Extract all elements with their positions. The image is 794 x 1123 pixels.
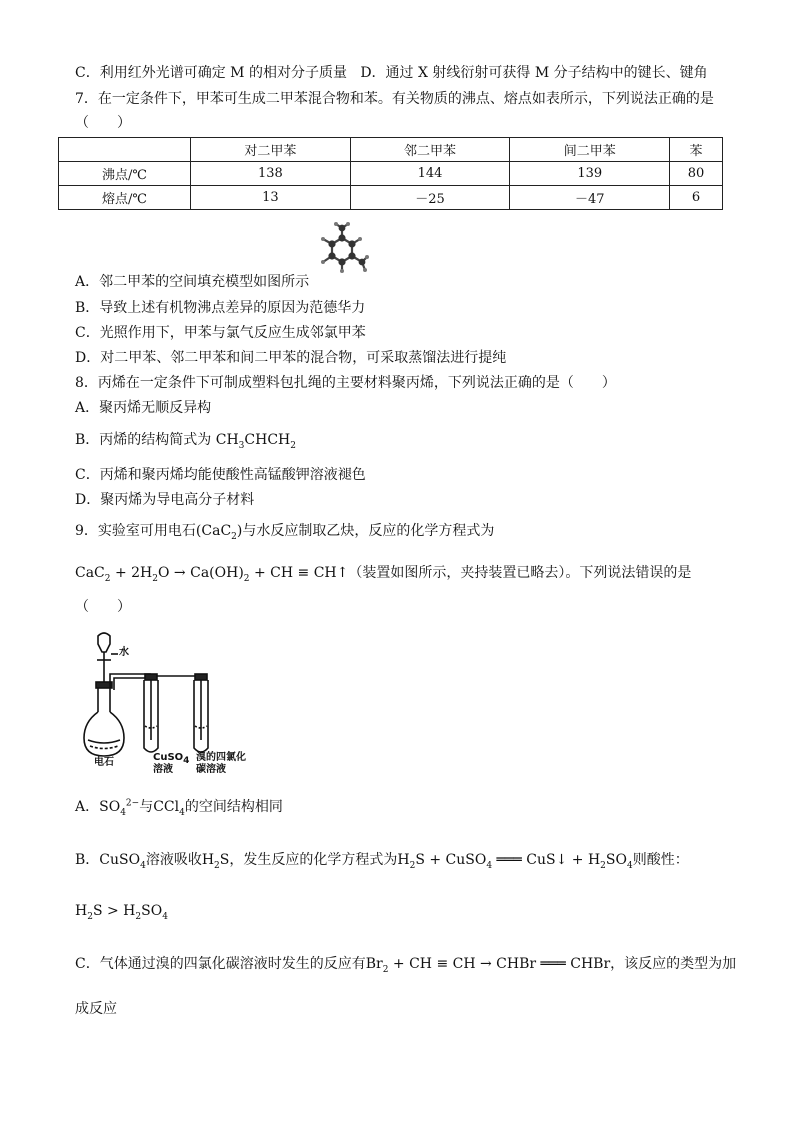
q8-option-b-text: B．丙烯的结构简式为 (75, 432, 216, 448)
apparatus-label-cuso4-line2: 溶液 (153, 764, 173, 775)
apparatus-label-water: 水 (119, 647, 129, 658)
q7-option-a: A．邻二甲苯的空间填充模型如图所示 (75, 274, 310, 290)
table-cell: 沸点/℃ (59, 162, 191, 186)
apparatus-label-bromine-line1: 溴的四氯化 (196, 752, 246, 763)
q6-options-cd (75, 63, 708, 83)
table-cell: 对二甲苯 (191, 138, 351, 162)
apparatus-label-bromine (196, 752, 246, 776)
q7-option-b: B．导致上述有机物沸点差异的原因为范德华力 (75, 300, 366, 316)
table-cell: －25 (350, 186, 510, 210)
apparatus-label-carbide: 电石 (94, 757, 114, 768)
table-cell: 80 (670, 162, 723, 186)
q6-option-d: D．通过 X 射线衍射可获得 M 分子结构中的键长、键角 (360, 65, 708, 81)
table-header-row (59, 138, 723, 162)
q9-option-b-end: 则酸性： (632, 852, 689, 868)
q9-option-b: B．CuSO$_4$溶液吸收$H_2S$，发生反应的化学方程式为$H_2S$ + CuSO$_4$ ═══ CuS↓ + $H_2SO_4$则酸性： (75, 852, 689, 871)
xylene-molecule-model-image (310, 222, 370, 278)
table-cell: －47 (510, 186, 670, 210)
q6-option-c: C．利用红外光谱可确定 M 的相对分子质量 (75, 65, 347, 81)
table-cell: 间二甲苯 (510, 138, 670, 162)
q9-stem-prefix: 9．实验室可用电石 (75, 523, 196, 539)
table-cell: 144 (350, 162, 510, 186)
q7-answer-paren: （ ） (75, 115, 131, 131)
q9-option-b-mid2: ，发生反应的化学方程式为 (229, 852, 398, 868)
table-row (59, 162, 723, 186)
table-cell: 6 (670, 186, 723, 210)
q9-option-c-suffix: ，该反应的类型为加 (610, 956, 737, 972)
q7-data-table (58, 137, 723, 210)
table-cell: 邻二甲苯 (350, 138, 510, 162)
q9-answer-paren: （ ） (75, 599, 131, 615)
q8-option-c: C．丙烯和聚丙烯均能使酸性高锰酸钾溶液褪色 (75, 467, 366, 483)
table-row (59, 186, 723, 210)
table-cell: 139 (510, 162, 670, 186)
q9-option-a-end: 的空间结构相同 (184, 799, 283, 815)
q8-stem: 8．丙烯在一定条件下可制成塑料包扎绳的主要材料聚丙烯，下列说法正确的是（ ） (75, 375, 616, 391)
q9-stem-suffix: 与水反应制取乙炔，反应的化学方程式为 (242, 523, 495, 539)
q8-option-a: A．聚丙烯无顺反异构 (75, 400, 212, 416)
q7-option-c: C．光照作用下，甲苯与氯气反应生成邻氯甲苯 (75, 325, 366, 341)
q8-option-b: B．丙烯的结构简式为 $CH_3CHCH_2$ (75, 432, 296, 451)
q9-option-a: A．$SO_4^{2-}$与CCl$_4$的空间结构相同 (75, 798, 283, 818)
q9-equation: $CaC_2 + 2H_2O \to Ca(OH)_2$ + CH ≡ CH↑（装置如图所示，夹持装置已略去）。下列说法错误的是 (75, 565, 692, 584)
q9-option-a-mid: 与 (139, 799, 154, 815)
table-cell: 138 (191, 162, 351, 186)
q9-option-c: C．气体通过溴的四氯化碳溶液时发生的反应有$Br_2$ + CH ≡ CH → CHBr ═══ CHBr，该反应的类型为加 (75, 956, 737, 975)
q7-stem: 7．在一定条件下，甲苯可生成二甲苯混合物和苯。有关物质的沸点、熔点如表所示，下列说法正确的是 (75, 91, 714, 107)
q9-option-c-line2: 成反应 (75, 1001, 117, 1017)
q9-equation-note: （装置如图所示，夹持装置已略去）。下列说法错误的是 (348, 565, 692, 581)
apparatus-label-bromine-line2: 碳溶液 (196, 764, 226, 775)
q9-option-c-prefix: C．气体通过溴的四氯化碳溶液时发生的反应有 (75, 956, 366, 972)
table-cell: 13 (191, 186, 351, 210)
apparatus-label-cuso4: CuSO$_4$ 溶液 (153, 752, 190, 775)
q8-option-d: D．聚丙烯为导电高分子材料 (75, 492, 255, 508)
q7-option-d: D．对二甲苯、邻二甲苯和间二甲苯的混合物，可采取蒸馏法进行提纯 (75, 350, 507, 366)
table-cell: 苯 (670, 138, 723, 162)
table-cell (59, 138, 191, 162)
table-cell: 熔点/℃ (59, 186, 191, 210)
q9-stem: 9．实验室可用电石(CaC$_2$)与水反应制取乙炔，反应的化学方程式为 (75, 523, 495, 542)
q9-option-b-mid: 溶液吸收 (145, 852, 202, 868)
q9-option-b-line2: $H_2S > H_2SO_4$ (75, 903, 168, 922)
acetylene-apparatus-image (80, 630, 260, 768)
